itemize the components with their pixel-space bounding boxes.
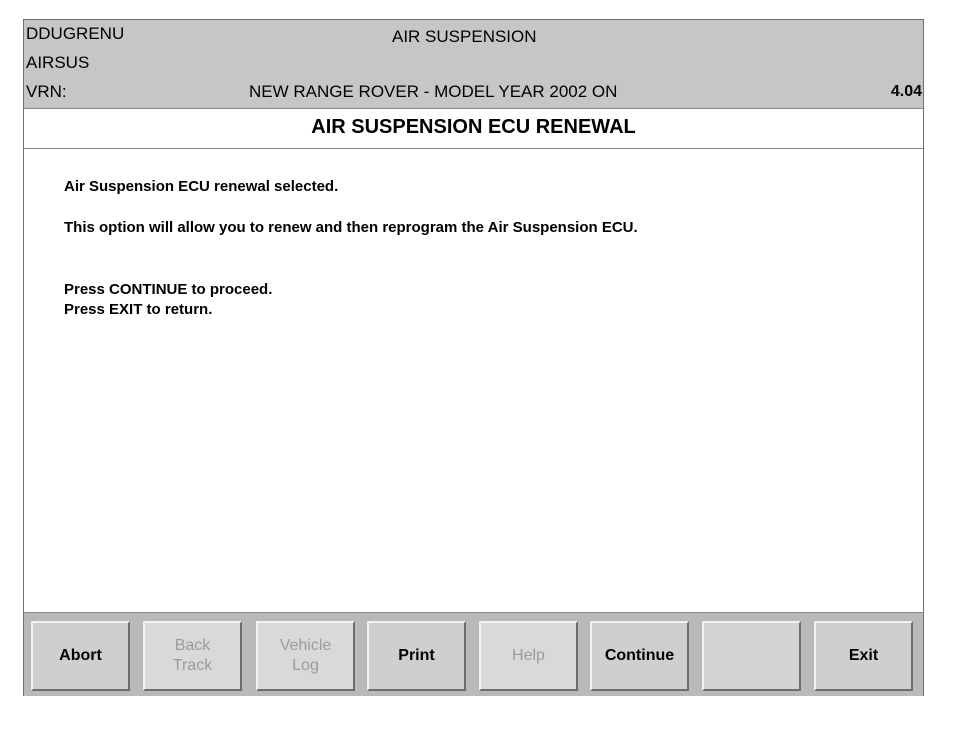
blank-button[interactable] [702,621,801,691]
instruction-continue: Press CONTINUE to proceed. [64,281,273,298]
message-line: Air Suspension ECU renewal selected. [64,178,339,195]
system-title: AIR SUSPENSION [392,27,537,46]
exit-button-label: Exit [848,647,879,664]
vehicle-model: NEW RANGE ROVER - MODEL YEAR 2002 ON [249,82,618,101]
vehicle-log-button-label: Vehicle Log [279,637,332,674]
button-bar [24,612,923,696]
help-button-label: Help [512,647,545,664]
system-code: AIRSUS [26,53,90,72]
vrn-label: VRN: [26,82,67,101]
instruction-exit: Press EXIT to return. [64,301,213,318]
print-button-label: Print [398,647,435,664]
vehicle-log-button[interactable] [256,621,355,691]
continue-button-label: Continue [604,647,675,664]
continue-button[interactable] [590,621,689,691]
exit-button[interactable] [814,621,913,691]
abort-button-label: Abort [59,647,102,664]
abort-button[interactable] [31,621,130,691]
back-track-button[interactable] [143,621,242,691]
back-track-button-label: Back Track [172,637,213,674]
application-window [23,19,924,696]
header-bar [24,20,923,109]
print-button[interactable] [367,621,466,691]
message-line: This option will allow you to renew and then reprogram the Air Suspension ECU. [64,219,638,236]
version-number: 4.04 [890,83,922,100]
help-button[interactable] [479,621,578,691]
page-title: AIR SUSPENSION ECU RENEWAL [24,108,923,149]
screen-code: DDUGRENU [26,24,125,43]
